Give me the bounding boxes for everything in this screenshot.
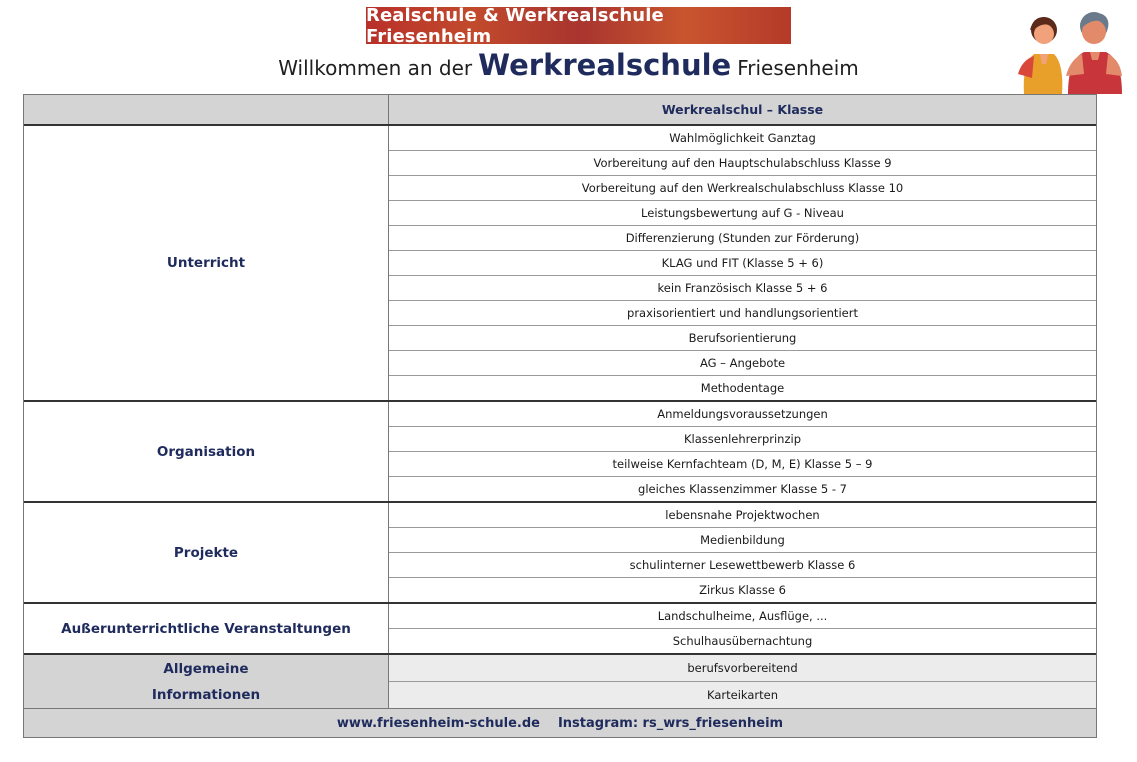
- header-left-cell: [24, 95, 389, 124]
- table-row: Vorbereitung auf den Hauptschulabschluss Klasse 9: [389, 151, 1096, 176]
- table-row: Medienbildung: [389, 528, 1096, 553]
- general-label-line1: Allgemeine: [163, 660, 249, 677]
- section-projekte: [24, 503, 1096, 604]
- table-row: Methodentage: [700, 381, 785, 395]
- section-label: Unterricht: [24, 126, 389, 400]
- children-illustration-icon: [1010, 4, 1130, 96]
- table-row: AG – Angebote: [389, 351, 1096, 376]
- school-banner: [366, 4, 791, 47]
- info-table: [23, 94, 1097, 738]
- table-row: Zirkus Klasse 6: [699, 583, 786, 597]
- table-row: Landschulheime, Ausflüge, ...: [389, 604, 1096, 629]
- welcome-highlight: Werkrealschule: [478, 48, 732, 82]
- table-row: schulinterner Lesewettbewerb Klasse 6: [389, 553, 1096, 578]
- table-row: Leistungsbewertung auf G - Niveau: [389, 201, 1096, 226]
- banner-title: Realschule & Werkrealschule Friesenheim: [366, 4, 664, 47]
- welcome-prefix: Willkommen an der: [278, 56, 473, 80]
- section-ausserunterrichtlich: [24, 604, 1096, 655]
- section-label: Projekte: [24, 503, 389, 602]
- section-label: Organisation: [24, 402, 389, 501]
- table-row: Anmeldungsvoraussetzungen: [389, 402, 1096, 427]
- table-row: berufsvorbereitend: [389, 655, 1096, 682]
- table-footer: [24, 708, 1096, 737]
- table-header: [24, 95, 1096, 126]
- table-row: Vorbereitung auf den Werkrealschulabschluss Klasse 10: [389, 176, 1096, 201]
- section-organisation: [24, 402, 1096, 503]
- table-row: gleiches Klassenzimmer Klasse 5 - 7: [638, 482, 847, 496]
- table-row: Klassenlehrerprinzip: [389, 427, 1096, 452]
- page-title: [0, 48, 1137, 88]
- table-row: Schulhausübernachtung: [672, 634, 813, 648]
- section-label: Außerunterrichtliche Veranstaltungen: [24, 604, 389, 653]
- instagram-handle[interactable]: Instagram: rs_wrs_friesenheim: [557, 715, 784, 731]
- section-unterricht: [24, 126, 1096, 402]
- table-row: Karteikarten: [389, 682, 1096, 708]
- table-row: Wahlmöglichkeit Ganztag: [389, 126, 1096, 151]
- table-row: kein Französisch Klasse 5 + 6: [389, 276, 1096, 301]
- table-row: lebensnahe Projektwochen: [389, 503, 1096, 528]
- table-row: praxisorientiert und handlungsorientiert: [389, 301, 1096, 326]
- section-label: [24, 655, 389, 708]
- section-allgemeine-informationen: [24, 655, 1096, 708]
- table-row: KLAG und FIT (Klasse 5 + 6): [389, 251, 1096, 276]
- header-werkrealschul-klasse: Werkrealschul – Klasse: [661, 102, 824, 117]
- table-row: Differenzierung (Stunden zur Förderung): [389, 226, 1096, 251]
- table-row: Berufsorientierung: [389, 326, 1096, 351]
- table-row: teilweise Kernfachteam (D, M, E) Klasse 5 – 9: [389, 452, 1096, 477]
- welcome-suffix: Friesenheim: [737, 56, 859, 80]
- general-label-line2: Informationen: [151, 686, 261, 703]
- website-link[interactable]: www.friesenheim-schule.de: [336, 715, 540, 731]
